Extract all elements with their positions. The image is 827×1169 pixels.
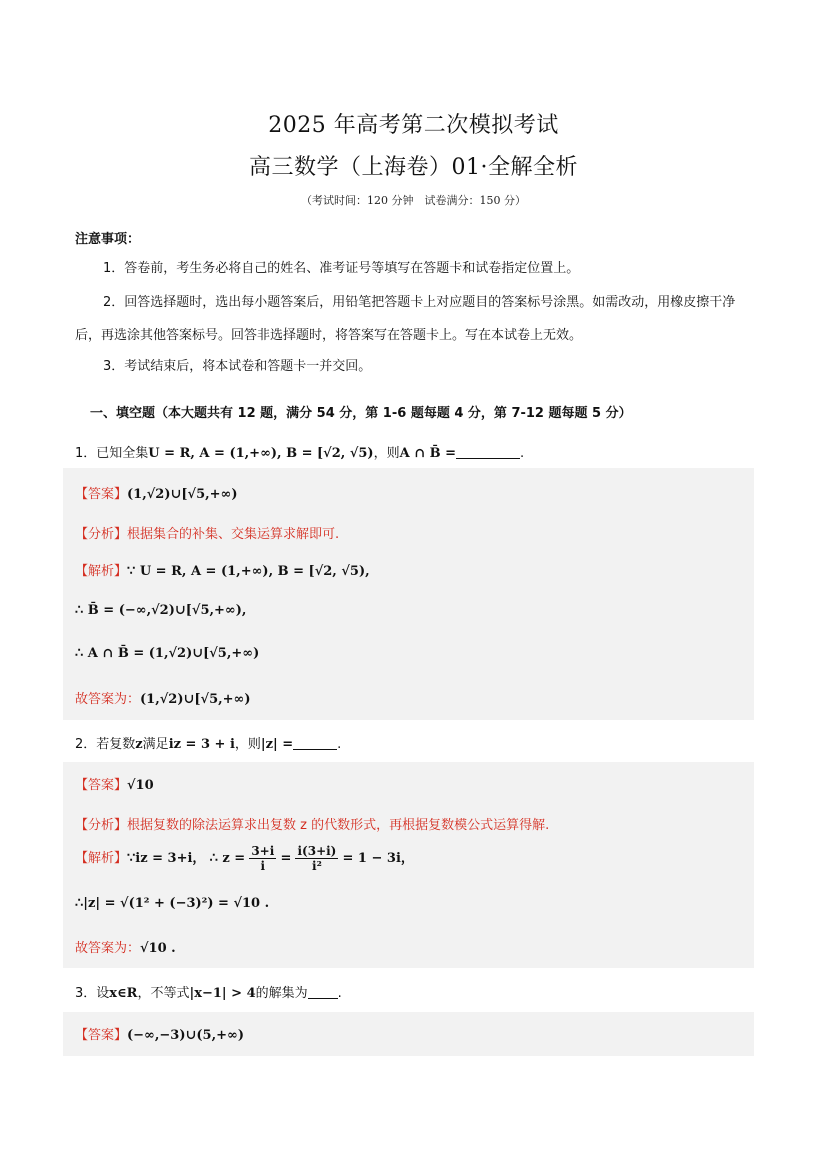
q1-suffix: ，则: [373, 446, 400, 461]
q1-solution-line-2: [75, 603, 246, 618]
q1-sol2: ∴ B̄ = (−∞,√2)∪[√5,+∞),: [75, 603, 247, 618]
q1-math: U = R, A = (1,+∞), B = [√2, √5): [148, 446, 374, 461]
answer-tag: 【答案】: [75, 1028, 128, 1043]
fraction: [295, 844, 338, 873]
q3-mid: ，不等式: [137, 986, 190, 1001]
fraction-numerator: 3+i: [251, 844, 275, 858]
q2-sol1a: ∵iz = 3+i，: [127, 851, 206, 866]
q3-answer-line: [75, 1024, 244, 1043]
q2-solution-line-1: [75, 844, 414, 873]
q1-final: (1,√2)∪[√5,+∞): [140, 692, 251, 707]
q3-suffix: 的解集为: [255, 986, 308, 1001]
q1-sol1: ∵ U = R, A = (1,+∞), B = [√2, √5),: [127, 564, 370, 579]
q2-solution-line-2: [75, 896, 269, 911]
final-tag: 故答案为：: [75, 692, 141, 707]
q1-analysis-line: [75, 523, 339, 542]
q2-final: √10 .: [140, 941, 176, 956]
q2-end: .: [337, 737, 342, 752]
q2-final-line: [75, 937, 176, 956]
q2-mid2: ，则: [234, 737, 261, 752]
notice-item-1: 1．答卷前，考生务必将自己的姓名、准考证号等填写在答题卡和试卷指定位置上。: [103, 261, 580, 276]
notice-item-3: 3．考试结束后，将本试卷和答题卡一并交回。: [103, 359, 372, 374]
question-2: [75, 733, 341, 752]
answer-blank: [293, 735, 337, 750]
q2-analysis: 根据复数的除法运算求出复数 z 的代数形式，再根据复数模公式运算得解.: [127, 818, 550, 833]
q2-ask: |z| =: [260, 737, 294, 752]
notice-heading: 注意事项：: [75, 232, 141, 247]
fraction-numerator: i(3+i): [297, 844, 337, 858]
question-1: 1．已知全集U = R, A = (1,+∞), B = [√2, √5)，则A ∩ B̄ = .: [75, 446, 525, 461]
answer-tag: 【答案】: [75, 487, 128, 502]
q2-sol1c: = 1 − 3i，: [342, 851, 414, 866]
q1-sol3: ∴ A ∩ B̄ = (1,√2)∪[√5,+∞): [75, 646, 260, 661]
q1-answer-line: [75, 483, 238, 502]
q2-var: z: [135, 737, 143, 752]
q2-solution-box: [63, 762, 754, 968]
q2-answer-line: [75, 774, 154, 793]
q2-mid: 满足: [142, 737, 169, 752]
solution-tag: 【解析】: [75, 564, 128, 579]
q1-ask: A ∩ B̄ =: [399, 446, 457, 461]
fraction-denominator: i: [260, 859, 266, 873]
q3-cond: x∈R: [109, 986, 138, 1001]
answer-blank: [456, 444, 520, 459]
answer-blank: [308, 984, 338, 999]
q1-solution-box: [63, 468, 754, 720]
q3-end: .: [337, 986, 342, 1001]
exam-subtitle: 高三数学（上海卷）01·全解全析: [249, 155, 578, 180]
analysis-tag: 【分析】: [75, 527, 128, 542]
fraction: [249, 844, 276, 873]
answer-tag: 【答案】: [75, 778, 128, 793]
q1-analysis: 根据集合的补集、交集运算求解即可.: [127, 527, 340, 542]
q1-answer: (1,√2)∪[√5,+∞): [127, 487, 238, 502]
exam-info: （考试时间：120 分钟 试卷满分：150 分）: [301, 194, 526, 207]
q2-analysis-line: [75, 814, 549, 833]
exam-title: 2025 年高考第二次模拟考试: [268, 113, 559, 138]
notice-item-2: 2．回答选择题时，选出每小题答案后，用铅笔把答题卡上对应题目的答案标号涂黑。如需改动，用橡皮擦干净后，再选涂其他答案标号。回答非选择题时，将答案写在答题卡上。写在本试卷上无效。: [75, 295, 736, 343]
section-heading: 一、填空题（本大题共有 12 题，满分 54 分，第 1-6 题每题 4 分，第 7-12 题每题 5 分）: [90, 406, 632, 421]
q2-answer: √10: [127, 778, 154, 793]
q3-ineq: |x−1| > 4: [189, 986, 256, 1001]
q1-final-line: [75, 688, 251, 707]
q1-solution-line-1: [75, 560, 370, 579]
q2-cond: iz = 3 + i: [168, 737, 235, 752]
q3-solution-box: [63, 1012, 754, 1056]
question-3: [75, 982, 342, 1001]
analysis-tag: 【分析】: [75, 818, 128, 833]
q2-sol2: ∴|z| = √(1² + (−3)²) = √10 .: [75, 896, 270, 911]
solution-tag: 【解析】: [75, 851, 128, 866]
q3-answer: (−∞,−3)∪(5,+∞): [127, 1028, 244, 1043]
final-tag: 故答案为：: [75, 941, 141, 956]
fraction-denominator: i²: [312, 859, 322, 873]
equals-sign: =: [280, 851, 292, 866]
q1-prefix: 1．已知全集: [75, 446, 149, 461]
q3-prefix: 3．设: [75, 986, 110, 1001]
q1-solution-line-3: [75, 646, 259, 661]
q2-prefix: 2．若复数: [75, 737, 136, 752]
q2-sol1b: ∴ z =: [209, 851, 246, 866]
